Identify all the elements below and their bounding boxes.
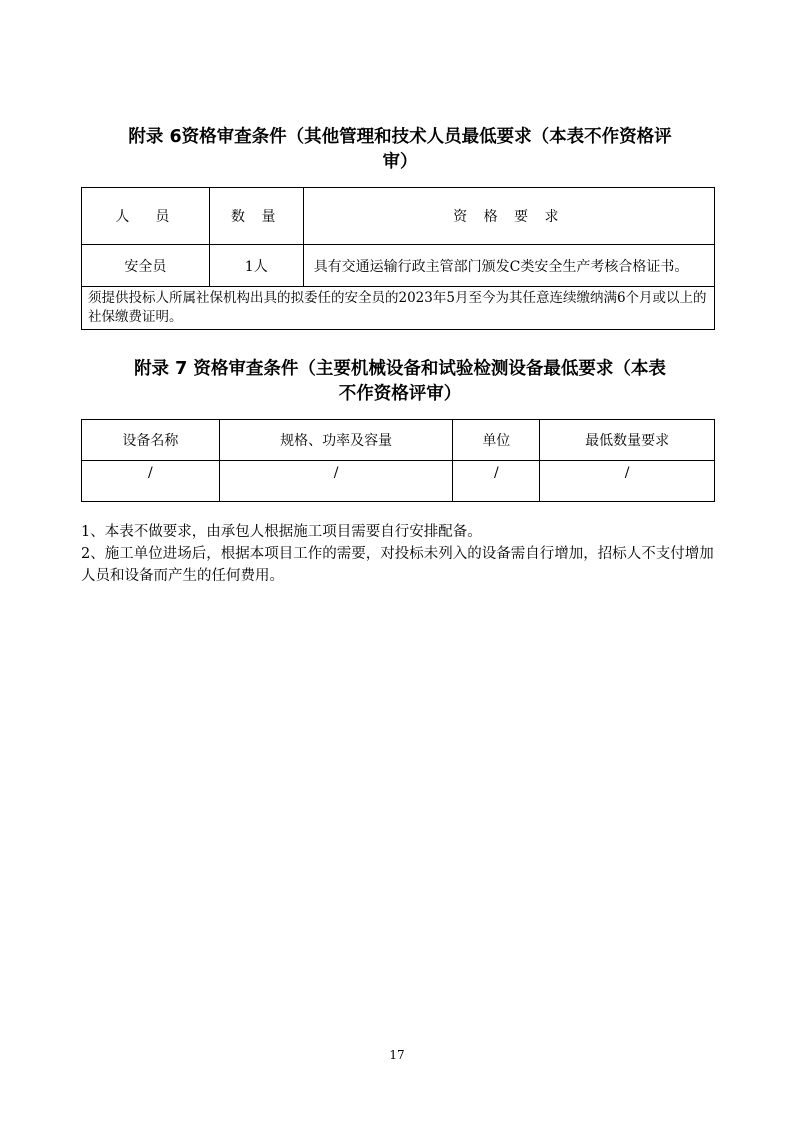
notes bbox=[81, 521, 721, 587]
cell-equipment-name: / bbox=[82, 461, 220, 502]
cell-unit: / bbox=[453, 461, 540, 502]
note-line-1: 1、本表不做要求，由承包人根据施工项目需要自行安排配备。 bbox=[81, 524, 482, 540]
appendix6-title-line2: 审） bbox=[382, 152, 418, 172]
appendix7-title bbox=[100, 357, 700, 407]
appendix7-title-line2: 不作资格评审） bbox=[338, 384, 462, 404]
cell-spec: / bbox=[219, 461, 453, 502]
cell-requirement: 具有交通运输行政主管部门颁发C类安全生产考核合格证书。 bbox=[303, 245, 714, 287]
cell-personnel: 安全员 bbox=[82, 245, 210, 287]
header-personnel: 人 员 bbox=[82, 188, 210, 245]
cell-min-qty: / bbox=[540, 461, 715, 502]
cell-note: 须提供投标人所属社保机构出具的拟委任的安全员的2023年5月至今为其任意连续缴纳满6个月或以上的社保缴费证明。 bbox=[82, 287, 715, 330]
page-number: 17 bbox=[389, 1048, 405, 1062]
header-spec: 规格、功率及容量 bbox=[219, 420, 453, 461]
appendix6-table bbox=[81, 187, 715, 330]
table-note-row bbox=[82, 287, 715, 330]
appendix7-title-line1: 附录 7 资格审查条件（主要机械设备和试验检测设备最低要求（本表 bbox=[134, 359, 666, 379]
cell-quantity: 1人 bbox=[209, 245, 303, 287]
header-quantity: 数 量 bbox=[209, 188, 303, 245]
appendix6-title bbox=[100, 125, 700, 175]
header-min-qty: 最低数量要求 bbox=[540, 420, 715, 461]
table-header-row bbox=[82, 188, 715, 245]
appendix7-table bbox=[81, 419, 715, 502]
table-row bbox=[82, 461, 715, 502]
appendix6-title-line1: 附录 6资格审查条件（其他管理和技术人员最低要求（本表不作资格评 bbox=[128, 127, 672, 147]
header-equipment-name: 设备名称 bbox=[82, 420, 220, 461]
header-requirement: 资 格 要 求 bbox=[303, 188, 714, 245]
header-unit: 单位 bbox=[453, 420, 540, 461]
table-header-row bbox=[82, 420, 715, 461]
note-line-2: 2、施工单位进场后，根据本项目工作的需要，对投标未列入的设备需自行增加，招标人不支付增加人员和设备而产生的任何费用。 bbox=[81, 546, 714, 584]
table-row bbox=[82, 245, 715, 287]
